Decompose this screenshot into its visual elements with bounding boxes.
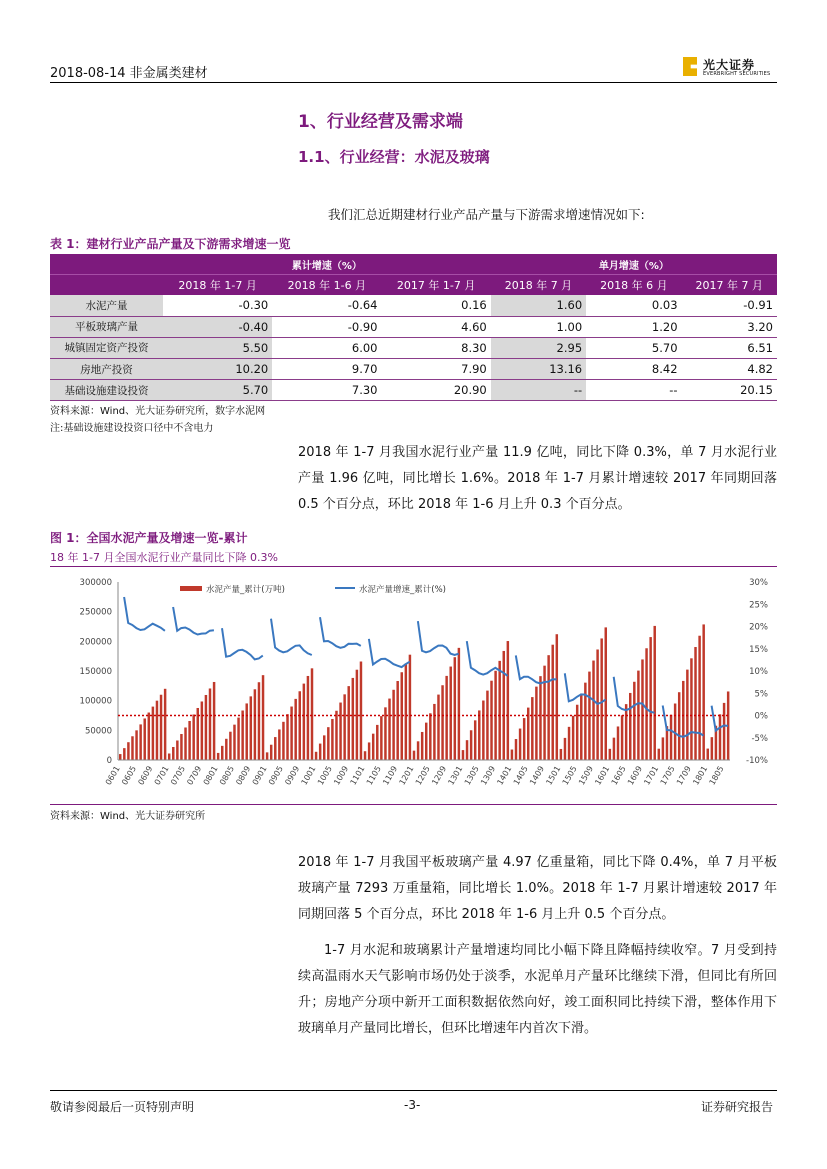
table-cell: 20.90 xyxy=(382,380,491,401)
right-axis-tick: 10% xyxy=(749,667,768,677)
left-axis-tick: 300000 xyxy=(79,578,112,588)
x-axis-tick: 0901 xyxy=(250,764,269,787)
bar xyxy=(201,701,203,760)
x-axis-tick: 0805 xyxy=(217,764,236,787)
logo-name-cn: 光大证券 xyxy=(703,58,756,72)
table-cell: 3.20 xyxy=(682,316,777,337)
bar xyxy=(225,739,227,760)
bar xyxy=(339,703,341,760)
right-axis-tick: 30% xyxy=(749,578,768,588)
x-axis-tick: 1005 xyxy=(315,764,334,787)
bar xyxy=(503,651,505,760)
bar xyxy=(707,749,709,760)
table-row xyxy=(50,316,777,337)
bar xyxy=(629,693,631,760)
bar xyxy=(258,682,260,760)
bar xyxy=(613,738,615,760)
table-cell: -0.64 xyxy=(272,295,381,316)
right-axis-tick: 15% xyxy=(749,644,768,655)
table-cell: 0.16 xyxy=(382,295,491,316)
bar xyxy=(551,645,553,760)
left-axis-tick: 0 xyxy=(106,756,112,766)
x-axis-tick: 1709 xyxy=(674,764,693,787)
table-cell: 7.90 xyxy=(382,358,491,379)
bar xyxy=(262,675,264,760)
bar xyxy=(188,721,190,760)
bar xyxy=(396,681,398,760)
bar xyxy=(286,714,288,760)
x-axis-tick: 0605 xyxy=(120,764,139,787)
subsection-heading: 1.1、行业经营：水泥及玻璃 xyxy=(298,148,490,166)
company-logo xyxy=(683,56,778,78)
bar xyxy=(723,703,725,760)
bar xyxy=(323,735,325,760)
bar xyxy=(237,718,239,760)
group-header-monthly: 单月增速（%） xyxy=(491,254,777,275)
bar xyxy=(315,752,317,760)
table-cell: -- xyxy=(586,380,681,401)
x-axis-tick: 1605 xyxy=(609,764,628,787)
x-axis-tick: 0701 xyxy=(152,764,171,787)
bar xyxy=(331,719,333,760)
x-axis-tick: 1301 xyxy=(446,764,465,787)
bar xyxy=(711,737,713,760)
table-cell: 2.95 xyxy=(491,337,586,358)
bar xyxy=(490,681,492,760)
bar xyxy=(229,732,231,760)
x-axis-tick: 1305 xyxy=(462,764,481,787)
x-axis-tick: 1205 xyxy=(413,764,432,787)
bar xyxy=(511,750,513,760)
intro-text: 我们汇总近期建材行业产品产量与下游需求增速情况如下: xyxy=(328,207,645,222)
bar xyxy=(168,753,170,760)
bar xyxy=(274,737,276,760)
row-label: 基础设施建设投资 xyxy=(50,380,163,401)
bar xyxy=(433,704,435,760)
bar xyxy=(221,746,223,760)
right-axis-tick: -5% xyxy=(751,733,768,744)
bar xyxy=(429,713,431,760)
paragraph-summary: 1-7 月水泥和玻璃累计产量增速均同比小幅下降且降幅持续收窄。7 月受到持续高温雨水天气影响市场仍处于淡季，水泥单月产量环比继续下滑，但同比有所回升；房地产分项中新开工面积数据依然向好，竣工面积同比持续下滑，整体作用下玻璃单月产量同比增长，但环比增速年内首次下滑。 xyxy=(298,943,777,1036)
bar xyxy=(690,658,692,760)
left-axis-tick: 150000 xyxy=(79,667,112,677)
bar xyxy=(621,715,623,760)
bar xyxy=(617,726,619,760)
bar xyxy=(421,732,423,760)
bar xyxy=(474,720,476,760)
bar xyxy=(217,753,219,760)
bar xyxy=(458,648,460,760)
bar xyxy=(478,710,480,760)
bar xyxy=(156,701,158,760)
bar xyxy=(649,637,651,760)
bar xyxy=(409,655,411,760)
bar xyxy=(719,714,721,760)
figure-subtitle: 18 年 1-7 月全国水泥行业产量同比下降 0.3% xyxy=(50,551,278,564)
x-axis-tick: 1009 xyxy=(332,764,351,787)
x-axis-tick: 1801 xyxy=(691,764,710,787)
x-axis-tick: 1505 xyxy=(560,764,579,787)
table-cell: 6.00 xyxy=(272,337,381,358)
table-cell: 6.51 xyxy=(682,337,777,358)
bar xyxy=(507,641,509,760)
bar xyxy=(372,734,374,760)
x-axis-tick: 1601 xyxy=(593,764,612,787)
table-cell: -0.91 xyxy=(682,295,777,316)
paragraph-glass: 2018 年 1-7 月我国平板玻璃产量 4.97 亿重量箱，同比下降 0.4%，单 7 月平板玻璃产量 7293 万重量箱，同比增长 1.0%。2018 年 1-7 月累计增速较 2017 年同期回落 5 个百分点，环比 2018 年 1-6 月上升 0.5 个百分点。 xyxy=(298,855,777,922)
bar xyxy=(192,714,194,760)
bar xyxy=(625,704,627,760)
figure-caption: 图 1：全国水泥产量及增速一览-累计 xyxy=(50,531,248,545)
bar xyxy=(462,750,464,760)
bar xyxy=(470,730,472,760)
column-header: 2017 年 1-7 月 xyxy=(382,275,491,296)
row-label: 房地产投资 xyxy=(50,358,163,379)
bar xyxy=(352,678,354,760)
x-axis-tick: 1201 xyxy=(397,764,416,787)
bar xyxy=(119,754,121,760)
figure-source: 资料来源：Wind、光大证券研究所 xyxy=(50,811,206,822)
bar xyxy=(176,740,178,760)
table-cell: -0.90 xyxy=(272,316,381,337)
x-axis-tick: 1401 xyxy=(495,764,514,787)
logo-mark-icon xyxy=(683,57,697,76)
bar xyxy=(543,666,545,760)
x-axis-tick: 0801 xyxy=(201,764,220,787)
bar xyxy=(515,739,517,760)
bar xyxy=(666,726,668,760)
bar xyxy=(290,707,292,760)
bar xyxy=(670,715,672,760)
bar xyxy=(633,682,635,760)
figure-bottom-rule xyxy=(50,804,777,805)
bar xyxy=(343,694,345,760)
bar xyxy=(592,661,594,760)
table-cell: 8.42 xyxy=(586,358,681,379)
bar xyxy=(535,687,537,760)
bar xyxy=(307,676,309,760)
bar xyxy=(250,696,252,760)
bar xyxy=(180,734,182,760)
bar xyxy=(454,657,456,760)
x-axis-tick: 0601 xyxy=(103,764,122,787)
table-cell: 9.70 xyxy=(272,358,381,379)
bar xyxy=(270,745,272,760)
bar xyxy=(364,751,366,760)
bar xyxy=(172,747,174,760)
page-number: -3- xyxy=(404,1098,421,1112)
bar xyxy=(417,741,419,760)
table-cell: -0.40 xyxy=(163,316,272,337)
right-axis-tick: 5% xyxy=(754,689,768,700)
group-header-cumulative: 累计增速（%） xyxy=(163,254,491,275)
table-column-header-row xyxy=(50,275,777,296)
bar xyxy=(564,738,566,760)
column-header: 2018 年 1-7 月 xyxy=(163,275,272,296)
bar xyxy=(572,716,574,760)
table-cell: 1.20 xyxy=(586,316,681,337)
bar xyxy=(653,626,655,760)
bar xyxy=(376,725,378,760)
x-axis-tick: 1501 xyxy=(544,764,563,787)
table-cell: 20.15 xyxy=(682,380,777,401)
bar xyxy=(441,685,443,760)
x-axis-tick: 1409 xyxy=(528,764,547,787)
x-axis-tick: 1509 xyxy=(577,764,596,787)
bar xyxy=(392,690,394,760)
table-cell: 4.60 xyxy=(382,316,491,337)
column-header: 2018 年 7 月 xyxy=(491,275,586,296)
bar xyxy=(556,634,558,760)
bar xyxy=(466,740,468,760)
table-row xyxy=(50,295,777,316)
bar xyxy=(127,742,129,760)
table-row xyxy=(50,380,777,401)
x-axis-tick: 1309 xyxy=(479,764,498,787)
column-header: 2018 年 1-6 月 xyxy=(272,275,381,296)
right-axis-tick: 25% xyxy=(749,600,768,611)
bar xyxy=(576,705,578,760)
row-label: 水泥产量 xyxy=(50,295,163,316)
paragraph-cement: 2018 年 1-7 月我国水泥行业产量 11.9 亿吨，同比下降 0.3%，单 7 月水泥行业产量 1.96 亿吨，同比增长 1.6%。2018 年 1-7 月累计增速较 2017 年同期回落 0.5 个百分点，环比 2018 年 1-6 月上升 0.3 个百分点。 xyxy=(298,445,777,512)
footer-report-type: 证券研究报告 xyxy=(701,1100,774,1114)
bar xyxy=(609,749,611,760)
right-axis xyxy=(746,578,768,766)
column-header: 2017 年 7 月 xyxy=(682,275,777,296)
bar xyxy=(254,689,256,760)
bar xyxy=(449,667,451,760)
left-axis-tick: 250000 xyxy=(79,607,112,618)
bar xyxy=(143,718,145,760)
bar xyxy=(245,703,247,760)
bar xyxy=(135,730,137,760)
bar xyxy=(380,716,382,760)
table-row xyxy=(50,358,777,379)
x-axis-tick: 1805 xyxy=(707,764,726,787)
x-axis-tick: 1001 xyxy=(299,764,318,787)
bar xyxy=(233,725,235,760)
bar xyxy=(519,729,521,760)
table-cell: -- xyxy=(491,380,586,401)
table-cell: 8.30 xyxy=(382,337,491,358)
bar xyxy=(600,638,602,760)
bar xyxy=(698,636,700,760)
bar xyxy=(498,661,500,760)
table-corner-cell xyxy=(50,275,163,296)
bar xyxy=(160,695,162,760)
table-cell: 5.70 xyxy=(163,380,272,401)
bar xyxy=(437,695,439,760)
bar xyxy=(445,676,447,760)
figure-top-rule xyxy=(50,566,777,567)
table-cell: 0.03 xyxy=(586,295,681,316)
x-axis-tick: 0809 xyxy=(234,764,253,787)
right-axis-tick: 20% xyxy=(749,622,768,633)
x-axis-tick: 0709 xyxy=(185,764,204,787)
table-row xyxy=(50,337,777,358)
table-cell: 4.82 xyxy=(682,358,777,379)
bar xyxy=(560,749,562,760)
bar xyxy=(405,663,407,760)
table-cell: 5.50 xyxy=(163,337,272,358)
bar xyxy=(388,699,390,760)
x-axis-tick: 1209 xyxy=(430,764,449,787)
bar xyxy=(213,682,215,760)
x-axis-tick: 1105 xyxy=(364,764,383,787)
left-axis-tick: 100000 xyxy=(79,696,112,707)
bar xyxy=(152,707,154,760)
cement-chart xyxy=(50,572,777,802)
bar xyxy=(311,668,313,760)
bar xyxy=(123,748,125,760)
bar xyxy=(547,655,549,760)
growth-table xyxy=(50,254,777,401)
table-cell: 1.00 xyxy=(491,316,586,337)
x-axis-tick: 0909 xyxy=(283,764,302,787)
header-divider xyxy=(50,82,777,83)
right-axis-tick: -10% xyxy=(746,756,768,766)
bar xyxy=(327,727,329,760)
table-source: 资料来源：Wind、光大证券研究所，数字水泥网 xyxy=(50,406,266,417)
bar xyxy=(294,699,296,760)
bar xyxy=(148,713,150,760)
bar xyxy=(702,624,704,760)
x-axis-tick: 1701 xyxy=(642,764,661,787)
table-cell: 13.16 xyxy=(491,358,586,379)
bar xyxy=(164,689,166,760)
table-cell: 10.20 xyxy=(163,358,272,379)
bar xyxy=(266,752,268,760)
section-heading: 1、行业经营及需求端 xyxy=(298,112,463,132)
legend-bar-swatch xyxy=(180,586,202,591)
bar xyxy=(347,686,349,760)
row-label: 城镇固定资产投资 xyxy=(50,337,163,358)
column-header: 2018 年 6 月 xyxy=(586,275,681,296)
x-axis-tick: 0609 xyxy=(136,764,155,787)
table-cell: -0.30 xyxy=(163,295,272,316)
bar xyxy=(299,691,301,760)
bar xyxy=(413,751,415,760)
table-cell: 1.60 xyxy=(491,295,586,316)
bar xyxy=(523,718,525,760)
bar xyxy=(568,727,570,760)
x-axis xyxy=(104,765,726,787)
bar xyxy=(486,691,488,760)
table-cell: 5.70 xyxy=(586,337,681,358)
bar xyxy=(531,697,533,760)
x-axis-tick: 1109 xyxy=(381,764,400,787)
bar xyxy=(682,681,684,760)
left-axis xyxy=(80,578,118,766)
bar xyxy=(678,692,680,760)
table-group-header-row xyxy=(50,254,777,275)
bar xyxy=(282,722,284,760)
footer-divider xyxy=(50,1090,777,1091)
bar xyxy=(205,695,207,760)
footer-disclaimer: 敬请参阅最后一页特别声明 xyxy=(50,1100,195,1114)
bar xyxy=(356,670,358,760)
bar xyxy=(580,694,582,760)
x-axis-tick: 0905 xyxy=(266,764,285,787)
bar xyxy=(658,749,660,760)
right-axis-tick: 0% xyxy=(754,711,768,722)
bar xyxy=(425,723,427,760)
bar xyxy=(694,647,696,760)
left-axis-tick: 50000 xyxy=(84,726,112,737)
bar xyxy=(303,684,305,760)
x-axis-tick: 0705 xyxy=(169,764,188,787)
bar xyxy=(645,648,647,760)
bar-series xyxy=(118,624,730,760)
table-corner-cell xyxy=(50,254,163,275)
bar xyxy=(368,742,370,760)
bar xyxy=(482,701,484,760)
legend xyxy=(180,584,446,595)
bar xyxy=(319,744,321,760)
bar xyxy=(184,727,186,760)
bar xyxy=(605,627,607,760)
header-date-sector: 2018-08-14 非金属类建材 xyxy=(50,66,208,81)
table-cell: 7.30 xyxy=(272,380,381,401)
bar xyxy=(662,737,664,760)
table-caption: 表 1：建材行业产品产量及下游需求增速一览 xyxy=(50,237,291,251)
x-axis-tick: 1405 xyxy=(511,764,530,787)
row-label: 平板玻璃产量 xyxy=(50,316,163,337)
bar xyxy=(131,736,133,760)
legend-bar-label: 水泥产量_累计(万吨) xyxy=(206,585,285,595)
x-axis-tick: 1609 xyxy=(625,764,644,787)
bar xyxy=(139,724,141,760)
bar xyxy=(360,662,362,760)
bar xyxy=(209,688,211,760)
bar xyxy=(335,711,337,760)
logo-name-en: EVERBRIGHT SECURITIES xyxy=(703,71,771,77)
bar xyxy=(241,711,243,760)
bar xyxy=(539,676,541,760)
table-note: 注:基础设施建设投资口径中不含电力 xyxy=(50,423,214,434)
x-axis-tick: 1101 xyxy=(348,764,367,787)
bar xyxy=(641,659,643,760)
x-axis-tick: 1705 xyxy=(658,764,677,787)
legend-line-label: 水泥产量增速_累计(%) xyxy=(359,585,446,595)
left-axis-tick: 200000 xyxy=(79,637,112,648)
bar xyxy=(278,729,280,760)
